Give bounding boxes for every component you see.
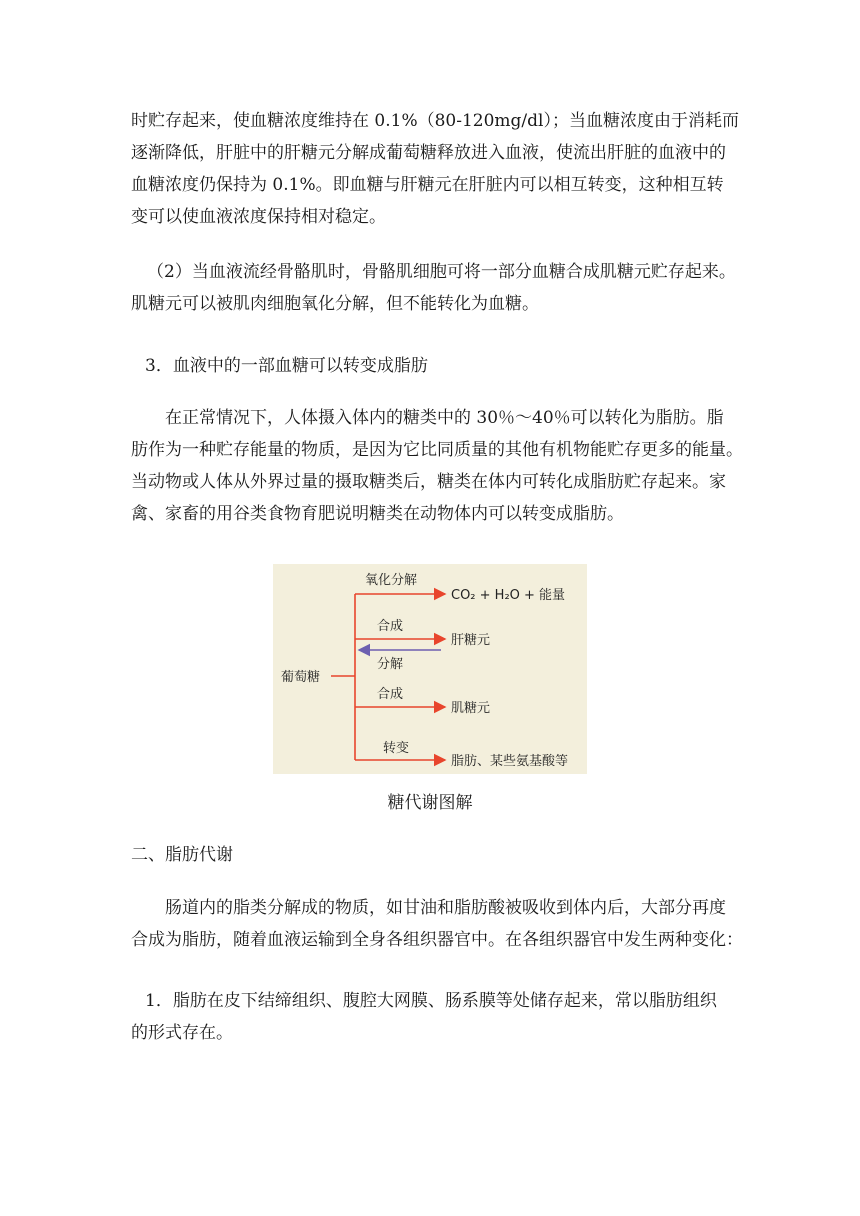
text-line: 在正常情况下，人体摄入体内的糖类中的 30％～40％可以转化为脂肪。脂 bbox=[165, 408, 724, 428]
paragraph-fat-absorption bbox=[131, 892, 751, 956]
section-heading-fat-metabolism bbox=[131, 839, 751, 871]
target-fat-amino: 脂肪、某些氨基酸等 bbox=[451, 754, 569, 769]
target-liver-glycogen: 肝糖元 bbox=[451, 633, 491, 648]
text-line: 的形式存在。 bbox=[131, 1023, 233, 1043]
text-line: 1．脂肪在皮下结缔组织、腹腔大网膜、肠系膜等处储存起来，常以脂肪组织 bbox=[145, 991, 717, 1011]
text-line: 血糖浓度仍保持为 0.1%。即血糖与肝糖元在肝脏内可以相互转变，这种相互转 bbox=[131, 175, 724, 195]
figure-caption: 糖代谢图解 bbox=[387, 793, 473, 813]
text-line: 3．血液中的一部血糖可以转变成脂肪 bbox=[145, 356, 428, 376]
sugar-metabolism-diagram bbox=[273, 564, 587, 774]
paragraph-muscle-glycogen bbox=[131, 256, 751, 320]
section-heading-sugar-to-fat bbox=[131, 350, 751, 382]
label-decomposition: 分解 bbox=[377, 657, 404, 672]
text-line: 二、脂肪代谢 bbox=[131, 845, 233, 865]
text-line: 合成为脂肪，随着血液运输到全身各组织器官中。在各组织器官中发生两种变化： bbox=[131, 930, 743, 950]
label-conversion: 转变 bbox=[383, 741, 410, 756]
target-muscle-glycogen: 肌糖元 bbox=[451, 701, 491, 716]
label-synthesis-liver: 合成 bbox=[377, 619, 404, 634]
paragraph-fat-storage bbox=[131, 985, 751, 1049]
text-line: 禽、家畜的用谷类食物育肥说明糖类在动物体内可以转变成脂肪。 bbox=[131, 504, 624, 524]
paragraph-sugar-to-fat bbox=[131, 402, 751, 530]
text-line: 变可以使血液浓度保持相对稳定。 bbox=[131, 207, 386, 227]
source-label: 葡萄糖 bbox=[281, 670, 321, 685]
text-line: 肠道内的脂类分解成的物质，如甘油和脂肪酸被吸收到体内后，大部分再度 bbox=[165, 898, 726, 918]
text-line: 当动物或人体从外界过量的摄取糖类后，糖类在体内可转化成脂肪贮存起来。家 bbox=[131, 472, 726, 492]
paragraph-liver-glycogen bbox=[131, 105, 751, 233]
text-line: （2）当血液流经骨骼肌时，骨骼肌细胞可将一部分血糖合成肌糖元贮存起来。 bbox=[147, 262, 736, 282]
label-synthesis-muscle: 合成 bbox=[377, 687, 404, 702]
text-line: 时贮存起来，使血糖浓度维持在 0.1%（80-120mg/dl）；当血糖浓度由于消耗而 bbox=[131, 111, 739, 131]
label-oxidation: 氧化分解 bbox=[365, 573, 418, 588]
text-line: 肌糖元可以被肌肉细胞氧化分解，但不能转化为血糖。 bbox=[131, 294, 539, 314]
text-line: 逐渐降低，肝脏中的肝糖元分解成葡萄糖释放进入血液，使流出肝脏的血液中的 bbox=[131, 143, 726, 163]
target-energy: CO₂ + H₂O + 能量 bbox=[451, 588, 566, 603]
diagram-svg bbox=[273, 564, 587, 774]
text-line: 肪作为一种贮存能量的物质，是因为它比同质量的其他有机物能贮存更多的能量。 bbox=[131, 440, 743, 460]
